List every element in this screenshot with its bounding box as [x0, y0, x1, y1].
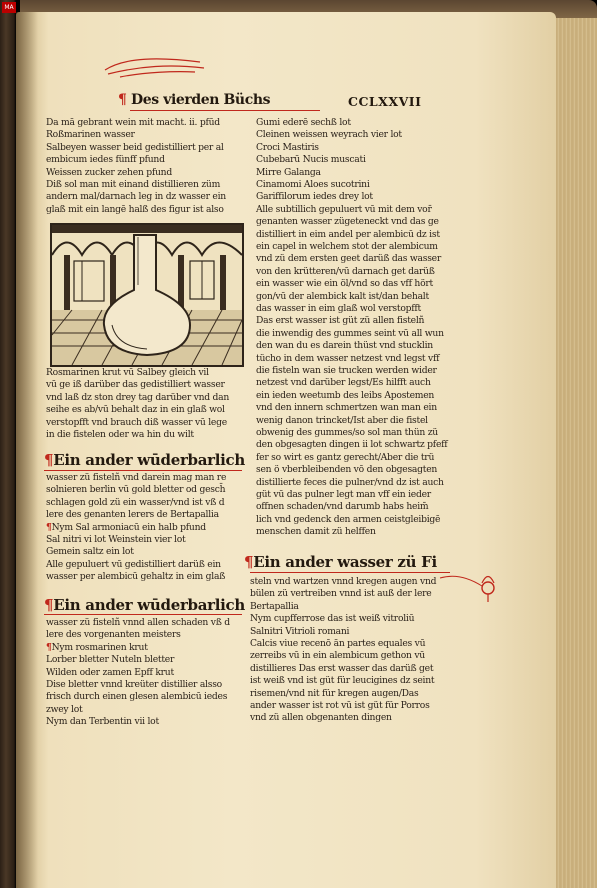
heading-3-text: Ein ander wasser zü Fi — [253, 553, 437, 571]
text-line-content: solnieren berlin vū gold bletter od gesch̄ — [46, 484, 226, 496]
spine-shadow — [16, 12, 38, 888]
text-line-content: Diß sol man mit einand distillieren züm — [46, 179, 221, 190]
text-line — [46, 367, 209, 378]
text-line — [256, 266, 435, 277]
text-line — [250, 638, 425, 649]
text-line-content: in die fistelen oder wa hin du wilt — [46, 429, 194, 440]
text-line — [256, 514, 440, 525]
text-line — [250, 626, 349, 637]
text-line-content: Calcis viue recenō ān partes equales vū — [250, 638, 426, 649]
text-line — [46, 392, 229, 403]
text-line — [46, 129, 135, 140]
text-line — [46, 484, 225, 495]
text-line-content: risemen/vnd nit für kregen augen/Das — [250, 687, 419, 699]
text-line-content: ist weiß vnd ist güt für leucigines dz seint — [250, 675, 435, 687]
text-line-content: Nym rosmarinen krut — [51, 641, 148, 653]
text-line — [46, 691, 227, 702]
text-line-content: menschen damit zü helffen — [256, 526, 376, 538]
text-line — [256, 142, 319, 153]
text-line-content: Salbeyen wasser beid gedistilliert per al — [46, 141, 224, 153]
text-line-content: ein ieden weetumb des leibs Apostemen — [256, 389, 435, 401]
text-line-content: steln vnd wartzen vnnd kregen augen vnd — [250, 576, 437, 587]
text-line — [250, 663, 433, 674]
text-line-content: wasser zü fistelñ vnnd allen schaden vß d — [46, 617, 230, 628]
pilcrow-icon: ¶ — [46, 521, 52, 533]
text-line-content: ander wasser ist rot vū ist güt für Porros — [250, 700, 430, 711]
text-line-content: den wan du es darein thüst vnd stucklin — [256, 340, 433, 352]
pilcrow-icon: ¶ — [118, 92, 127, 108]
text-line — [250, 700, 430, 711]
text-line — [46, 204, 224, 215]
text-line — [46, 617, 230, 628]
text-line — [250, 650, 425, 661]
text-line-content: Lorber bletter Nuteln bletter — [46, 654, 175, 666]
text-line-content: glaß mit ein langē halß des figur ist also — [46, 203, 224, 215]
text-line-content: vnd laß dz ston drey tag darüber vnd dan — [46, 391, 230, 403]
heading-2-text: Ein ander wūderbarlich — [53, 596, 245, 614]
text-line — [256, 216, 439, 227]
text-line — [256, 464, 437, 475]
text-line-content: schlagen gold zü ein wasser/vnd ist vß d — [46, 496, 225, 508]
text-line-content: Bertapallia — [250, 600, 299, 612]
text-line-content: offnen schaden/vnd darumb habs heim̄ — [256, 501, 429, 513]
heading-3-rule — [250, 572, 450, 573]
scan-tag: MA — [2, 2, 16, 13]
text-line — [46, 154, 165, 165]
text-line-content: gon/vū der alembick kalt ist/dan behalt — [256, 290, 429, 302]
text-line-content: Roßmarinen wasser — [46, 129, 135, 141]
text-line-content: Weissen zucker zehen pfund — [46, 166, 172, 178]
text-line — [256, 501, 428, 512]
text-line — [46, 191, 226, 202]
text-line — [256, 179, 370, 190]
text-line — [250, 601, 299, 612]
text-line — [46, 654, 174, 665]
text-line — [256, 489, 431, 500]
text-line — [46, 522, 206, 533]
text-line — [256, 477, 444, 488]
text-line-content: das wasser in eim glaß wol verstopfft — [256, 303, 421, 314]
text-line — [256, 340, 433, 351]
text-line — [46, 417, 227, 428]
text-line-content: wasser per alembicū gehaltz in eim glaß — [46, 571, 226, 583]
text-line — [46, 167, 172, 178]
heading-wonderful-water-1 — [44, 451, 245, 469]
text-line-content: sen ö vberbleibenden vō den obgesagten — [256, 464, 438, 476]
text-line — [256, 315, 424, 326]
text-line — [250, 588, 431, 599]
heading-another-water — [244, 553, 437, 571]
text-line-content: lere des genanten lerers de Bertapallia — [46, 509, 219, 521]
text-line — [46, 546, 134, 557]
text-line — [250, 712, 392, 723]
text-line-content: embicum iedes fünff pfund — [46, 154, 165, 166]
text-line — [46, 117, 220, 128]
heading-1-rule — [44, 470, 242, 471]
text-line-content: zerreibs vū in ein alembicum gethon vū — [250, 650, 425, 662]
text-line — [46, 379, 225, 390]
text-line-content: Salnitri Vitrioli romani — [250, 625, 350, 637]
text-line-content: Das erst wasser ist güt zü allen fistelñ — [256, 315, 425, 327]
text-line-content: Croci Mastiris — [256, 141, 319, 153]
running-head-rule — [130, 110, 320, 111]
text-line — [46, 667, 174, 678]
text-line-content: lich vnd gedenck den armen ceistgleibigē — [256, 513, 441, 525]
text-line-content: vū ge iß darüber das gedistilliert wasser — [46, 379, 225, 391]
text-line-content: Nym dan Terbentin vii lot — [46, 716, 159, 728]
text-line-content: tücho in dem wasser netzest vnd legst vff — [256, 352, 440, 364]
text-line — [256, 229, 440, 240]
text-line-content: fer so wirt es gantz gerecht/Aber die trü — [256, 451, 435, 463]
woodcut-still-illustration — [50, 223, 244, 367]
text-line-content: die inwendig des gummes seint vū all wun — [256, 327, 444, 339]
text-line-content: Nym cupfferrose das ist weiß vitroliū — [250, 613, 415, 625]
pilcrow-icon: ¶ — [244, 553, 254, 571]
text-line-content: Rosmarinen krut vū Salbey gleich vil — [46, 367, 209, 378]
text-line-content: ein capel in welchem stot der alembicum — [256, 241, 438, 252]
text-line — [256, 353, 439, 364]
text-line — [256, 427, 438, 438]
text-line — [256, 278, 433, 289]
text-line-content: Alle subtillich gepuluert vū mit dem vor̄ — [256, 203, 432, 215]
text-line-content: wasser zü fistelñ vnd darein mag man re — [46, 472, 227, 483]
text-line-content: Alle gepuluert vū gedistilliert darüß ein — [46, 558, 221, 570]
text-line — [46, 142, 224, 153]
text-line — [46, 571, 225, 582]
text-line-content: güt vū das pulner legt man vff ein ieder — [256, 489, 431, 500]
text-line — [256, 129, 402, 140]
text-line-content: netzest vnd darüber legst/Es hilfft auch — [256, 377, 431, 389]
pilcrow-icon: ¶ — [46, 641, 52, 653]
text-line — [256, 415, 428, 426]
text-line-content: die fisteln wan sie trucken werden wider — [256, 365, 437, 376]
text-line — [256, 154, 366, 165]
text-line — [256, 365, 437, 376]
text-line-content: verstopfft vnd brauch diß wasser vū lege — [46, 416, 227, 428]
text-line-content: distilliert in eim andel per alembicū dz ist — [256, 228, 440, 240]
text-line — [256, 377, 431, 388]
text-line — [46, 716, 159, 727]
text-line-content: von den krütteren/vū darnach get darüß — [256, 265, 435, 277]
text-line — [256, 117, 351, 128]
text-line-content: frisch durch einen glesen alembicū iedes — [46, 691, 228, 703]
text-line-content: lere des vorgenanten meisters — [46, 629, 181, 641]
text-line-content: genanten wasser zügeteneckt vnd das ge — [256, 216, 439, 228]
text-line — [256, 328, 444, 339]
text-line — [46, 472, 226, 483]
text-line-content: Dise bletter vnnd kreüter distillier alsso — [46, 679, 222, 690]
text-line — [250, 613, 414, 624]
text-line — [256, 241, 438, 252]
text-line-content: Da mā gebrant wein mit macht. ii. pfūd — [46, 117, 220, 128]
text-line — [46, 179, 220, 190]
text-line-content: Cleinen weissen weyrach vier lot — [256, 129, 402, 141]
text-line-content: distillieres Das erst wasser das darüß get — [250, 662, 434, 674]
text-line-content: den obgesagten dingen ii lot schwartz pfeff — [256, 439, 448, 451]
text-line — [256, 452, 434, 463]
text-line-content: distillierte feces die pulner/vnd dz ist auch — [256, 476, 444, 488]
flourish-icon — [100, 52, 210, 82]
running-head — [118, 92, 270, 108]
text-line — [256, 167, 321, 178]
text-line — [256, 303, 421, 314]
text-line — [46, 629, 181, 640]
text-line — [250, 576, 436, 587]
text-line — [46, 509, 219, 520]
text-line-content: zwey lot — [46, 703, 83, 715]
folio-number: CCLXXVII — [348, 94, 422, 109]
text-line-content: Gariffilorum iedes drey lot — [256, 191, 373, 203]
text-line — [46, 534, 185, 545]
text-line — [256, 291, 429, 302]
text-line — [256, 439, 447, 450]
pilcrow-icon: ¶ — [44, 596, 54, 614]
text-line-content: Sal nitri vi lot Weinstein vier lot — [46, 534, 186, 545]
text-line-content: Wilden oder zamen Epff krut — [46, 666, 174, 678]
text-line — [46, 559, 221, 570]
text-line-content: vnd den innern schmertzen wan man ein — [256, 402, 437, 414]
text-line — [46, 704, 82, 715]
heading-2-rule — [44, 614, 242, 615]
text-line-content: andern mal/darnach leg in dz wasser ein — [46, 191, 226, 203]
text-line-content: seihe es ab/vū behalt daz in ein glaß wol — [46, 404, 225, 416]
text-line-content: bülen zü vertreiben vnnd ist auß der lere — [250, 588, 432, 600]
text-line — [256, 526, 376, 537]
text-line-content: Gumi ederē sechß lot — [256, 117, 351, 128]
text-line-content: Gemein saltz ein lot — [46, 546, 134, 558]
text-line-content: vnd zü allen obgenanten dingen — [250, 712, 392, 724]
text-line — [46, 497, 224, 508]
text-line-content: Cinamomi Aloes sucotrini — [256, 179, 370, 190]
text-line — [46, 642, 148, 653]
text-line — [250, 688, 419, 699]
text-line — [256, 253, 441, 264]
text-line-content: ein wasser wie ein öl/vnd so das vff hört — [256, 278, 433, 290]
text-line-content: wenig danon trincket/Ist aber die fistel — [256, 414, 428, 426]
text-line-content: obwenig des gummes/so sol man thün zü — [256, 427, 438, 438]
text-line — [256, 402, 437, 413]
text-line — [256, 191, 373, 202]
pilcrow-icon: ¶ — [44, 451, 54, 469]
text-line — [250, 675, 434, 686]
text-line-content: Nym Sal armoniacū ein halb pfund — [51, 521, 206, 533]
text-line — [256, 390, 434, 401]
running-head-text: Des vierden Büchs — [131, 92, 271, 108]
text-line-content: Cubebarū Nucis muscati — [256, 154, 366, 166]
heading-1-text: Ein ander wūderbarlich — [53, 451, 245, 469]
text-line — [46, 679, 222, 690]
heading-wonderful-water-2 — [44, 596, 245, 614]
text-line — [46, 429, 194, 440]
text-line — [256, 204, 432, 215]
text-line-content: vnd zü dem ersten geet darüß das wasser — [256, 253, 441, 265]
text-line — [46, 404, 225, 415]
text-line-content: Mirre Galanga — [256, 166, 321, 178]
